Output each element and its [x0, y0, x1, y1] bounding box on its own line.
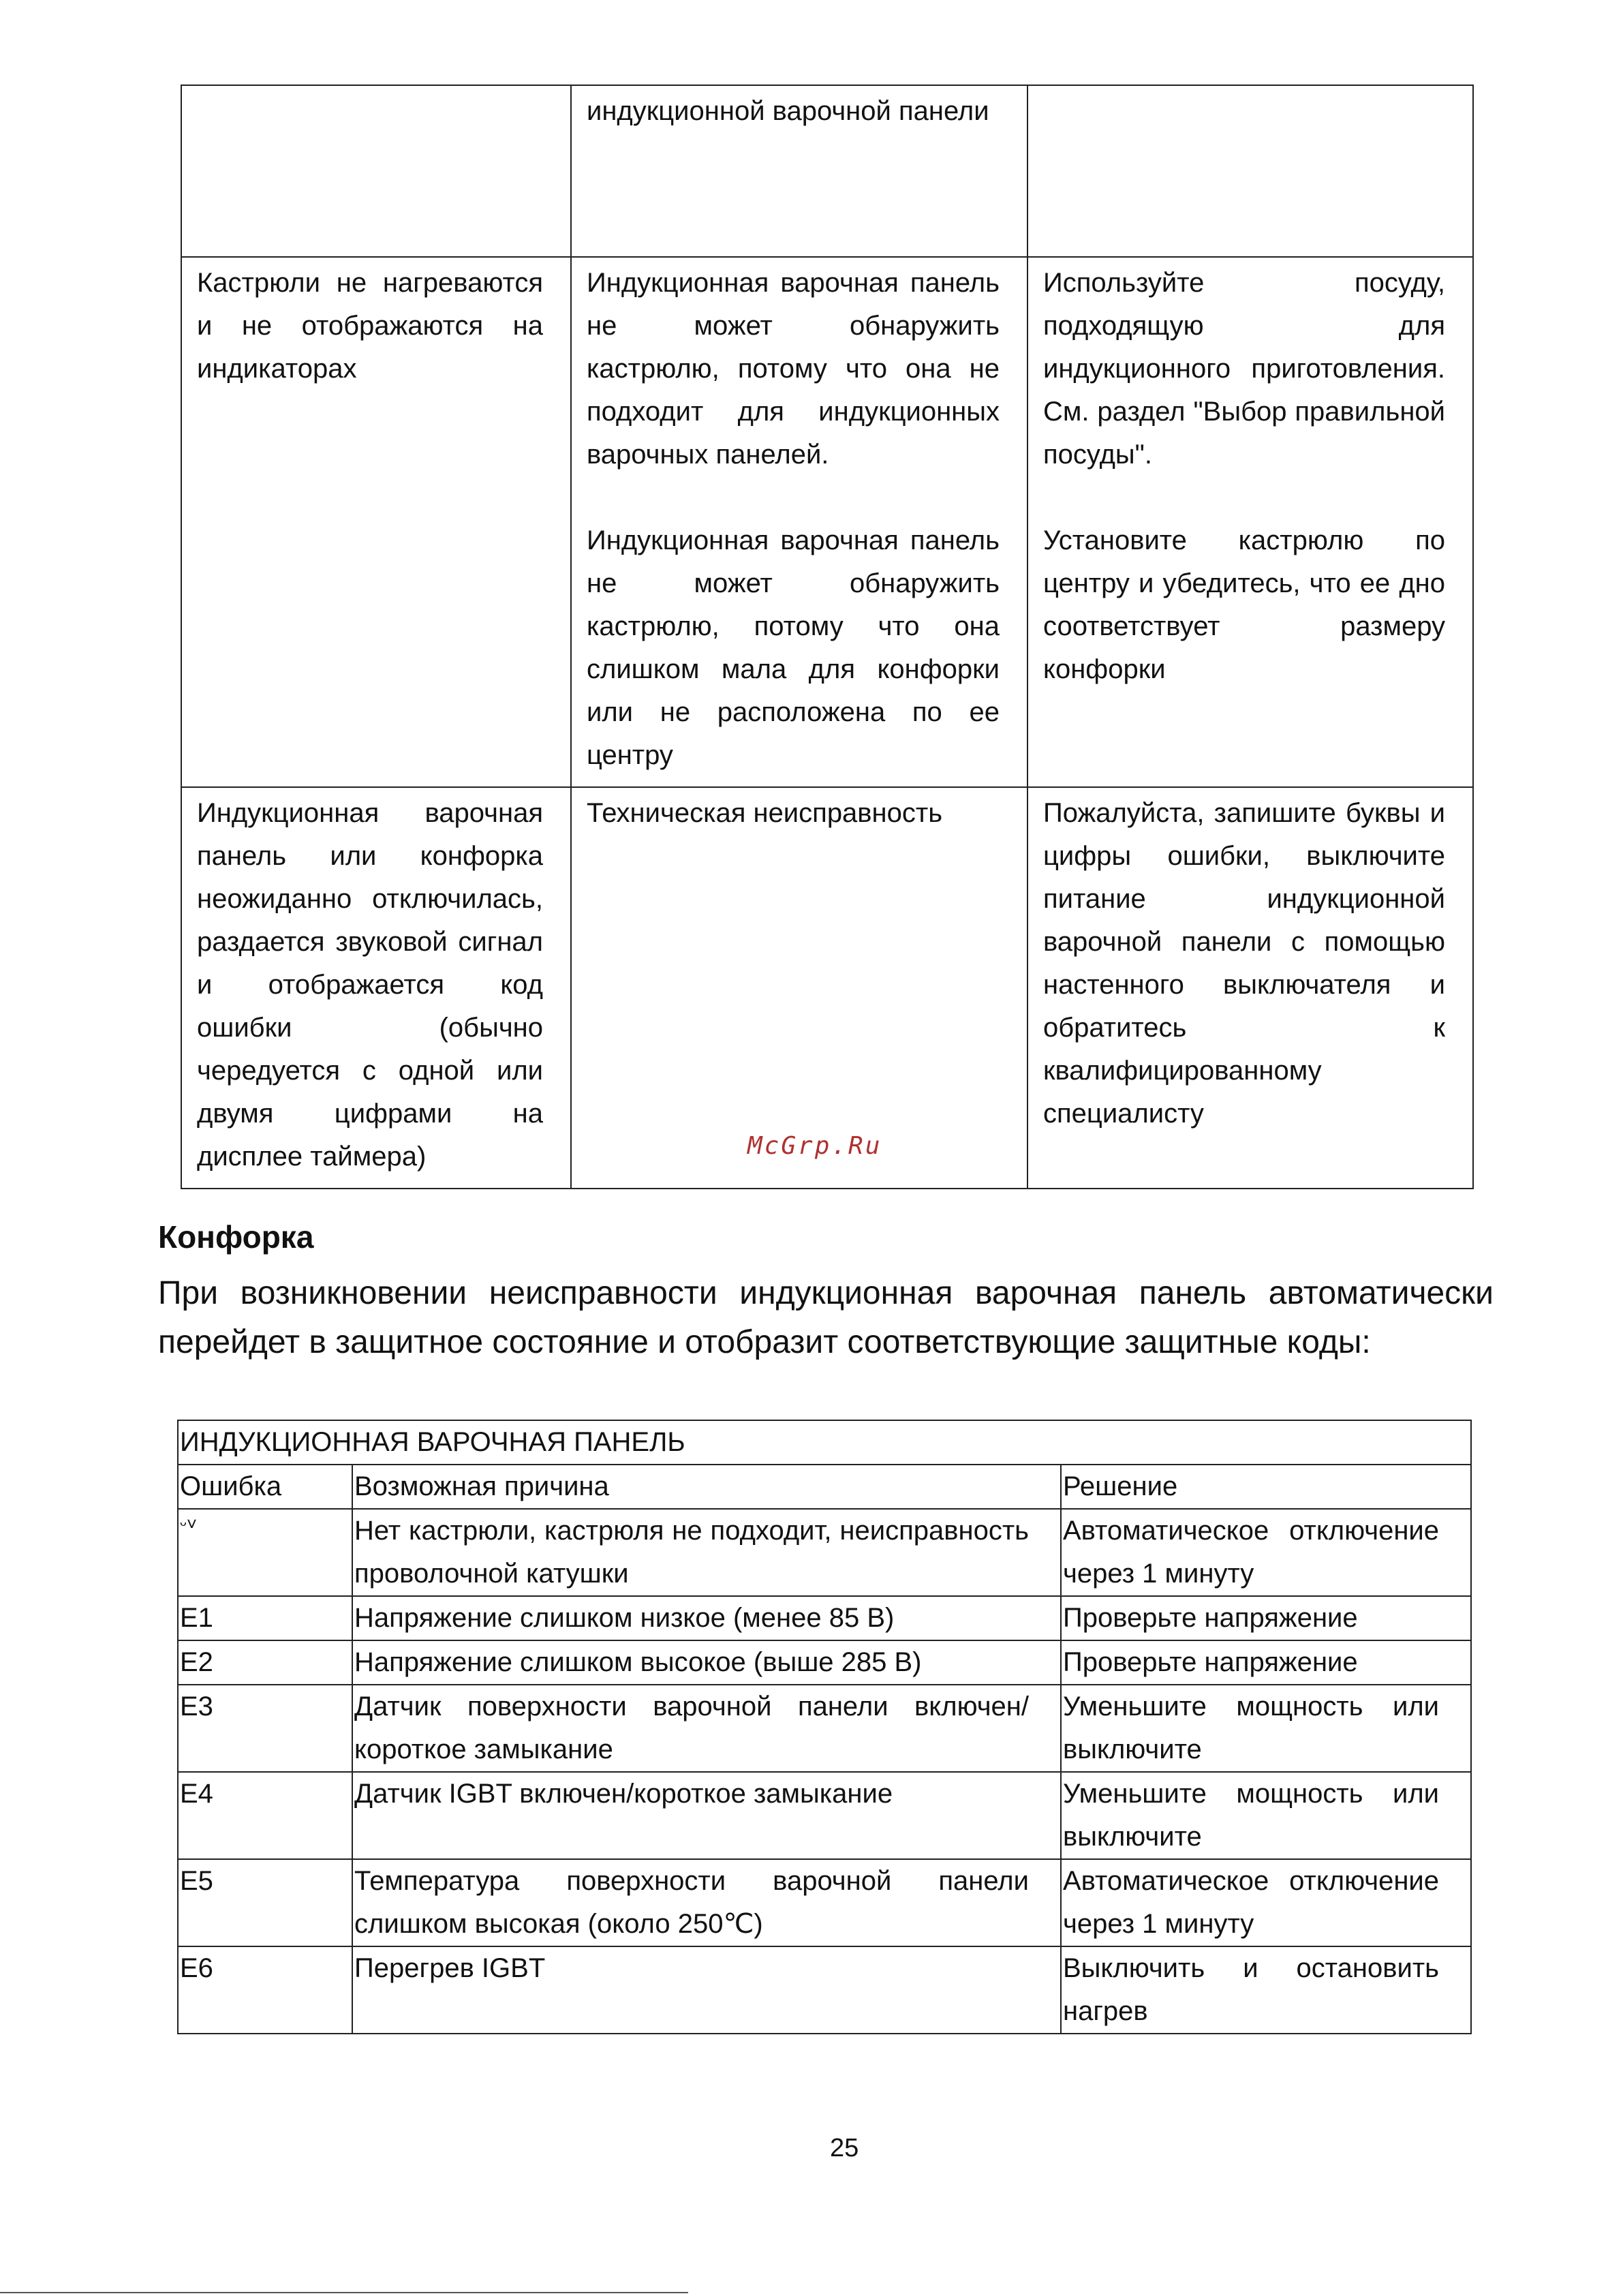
error-cause-cell: Температура поверхности варочной панели слишком высокая (около 250℃) — [352, 1859, 1061, 1946]
error-table-caption: ИНДУКЦИОННАЯ ВАРОЧНАЯ ПАНЕЛЬ — [178, 1420, 1471, 1465]
error-solution-cell: Проверьте напряжение — [1061, 1640, 1471, 1685]
error-table-caption-row — [178, 1420, 1471, 1465]
section-title: Конфорка — [158, 1219, 314, 1255]
cause-paragraph: Индукционная варочная панель не может обнаружить кастрюлю, потому что она не подходит для индукционных варочных панелей. — [587, 268, 1000, 470]
error-row — [178, 1772, 1471, 1859]
error-codes-table — [177, 1420, 1472, 2034]
cause-paragraph: Техническая неисправность — [587, 798, 943, 828]
page-number: 25 — [830, 2134, 859, 2162]
error-code-cell: E5 — [178, 1859, 352, 1946]
header-error: Ошибка — [178, 1465, 352, 1509]
error-row — [178, 1685, 1471, 1772]
error-code-cell: E6 — [178, 1946, 352, 2034]
error-cause-cell: Нет кастрюли, кастрюля не подходит, неисправность проволочной катушки — [352, 1509, 1061, 1596]
error-solution-cell: Уменьшите мощность или выключите — [1061, 1685, 1471, 1772]
solution-paragraph: Установите кастрюлю по центру и убедитесь, что ее дно соответствует размеру конфорки — [1043, 525, 1445, 684]
troubleshooting-row — [181, 85, 1473, 257]
troubleshooting-row — [181, 787, 1473, 1189]
error-cause-cell: Напряжение слишком высокое (выше 285 В) — [352, 1640, 1061, 1685]
error-cause-cell: Напряжение слишком низкое (менее 85 В) — [352, 1596, 1061, 1640]
solution-cell — [1027, 257, 1473, 787]
error-solution-cell: Проверьте напряжение — [1061, 1596, 1471, 1640]
cause-paragraph: Индукционная варочная панель не может обнаружить кастрюлю, потому что она слишком мала для конфорки или не расположена по ее центру — [587, 525, 1000, 770]
error-solution-cell: Выключить и остановить нагрев — [1061, 1946, 1471, 2034]
solution-cell — [1027, 85, 1473, 257]
cause-paragraph: индукционной варочной панели — [587, 96, 989, 126]
cause-cell — [571, 787, 1027, 1189]
error-solution-cell: Автоматическое отключение через 1 минуту — [1061, 1509, 1471, 1596]
error-row — [178, 1946, 1471, 2034]
error-cause-cell: Датчик IGBT включен/короткое замыкание — [352, 1772, 1061, 1859]
problem-cell: Индукционная варочная панель или конфорка неожиданно отключилась, раздается звуковой сигнал и отображается код ошибки (обычно чередуется с одной или двумя цифрами на дисплее таймера) — [181, 787, 571, 1189]
troubleshooting-row — [181, 257, 1473, 787]
cause-cell — [571, 257, 1027, 787]
error-code-cell: E1 — [178, 1596, 352, 1640]
footer-divider — [0, 2292, 688, 2293]
solution-cell — [1027, 787, 1473, 1189]
error-row — [178, 1859, 1471, 1946]
header-cause: Возможная причина — [352, 1465, 1061, 1509]
error-code-cell: E2 — [178, 1640, 352, 1685]
error-cause-cell: Датчик поверхности варочной панели включен/короткое замыкание — [352, 1685, 1061, 1772]
problem-cell — [181, 85, 571, 257]
problem-cell: Кастрюли не нагреваются и не отображаются на индикаторах — [181, 257, 571, 787]
error-code-cell: E4 — [178, 1772, 352, 1859]
error-cause-cell: Перегрев IGBT — [352, 1946, 1061, 2034]
cause-cell — [571, 85, 1027, 257]
section-intro: При возникновении неисправности индукционная варочная панель автоматически перейдет в защитное состояние и отобразит соответствующие защитные коды: — [158, 1275, 1494, 1360]
error-solution-cell: Автоматическое отключение через 1 минуту — [1061, 1859, 1471, 1946]
solution-paragraph: Пожалуйста, запишите буквы и цифры ошибки, выключите питание индукционной варочной панели с помощью настенного выключателя и обратитесь к квалифицированному специалисту — [1043, 798, 1445, 1129]
error-row — [178, 1640, 1471, 1685]
solution-paragraph: Используйте посуду, подходящую для индукционного приготовления. См. раздел "Выбор правильной посуды". — [1043, 268, 1445, 470]
watermark: McGrp.Ru — [747, 1132, 882, 1160]
error-solution-cell: Уменьшите мощность или выключите — [1061, 1772, 1471, 1859]
no-pan-symbol-icon: ᵕ˅ — [180, 1514, 197, 1534]
error-table-header-row — [178, 1465, 1471, 1509]
error-row — [178, 1596, 1471, 1640]
error-code-cell — [178, 1509, 352, 1596]
troubleshooting-table — [181, 85, 1474, 1189]
error-row — [178, 1509, 1471, 1596]
error-code-cell: E3 — [178, 1685, 352, 1772]
header-solution: Решение — [1061, 1465, 1471, 1509]
